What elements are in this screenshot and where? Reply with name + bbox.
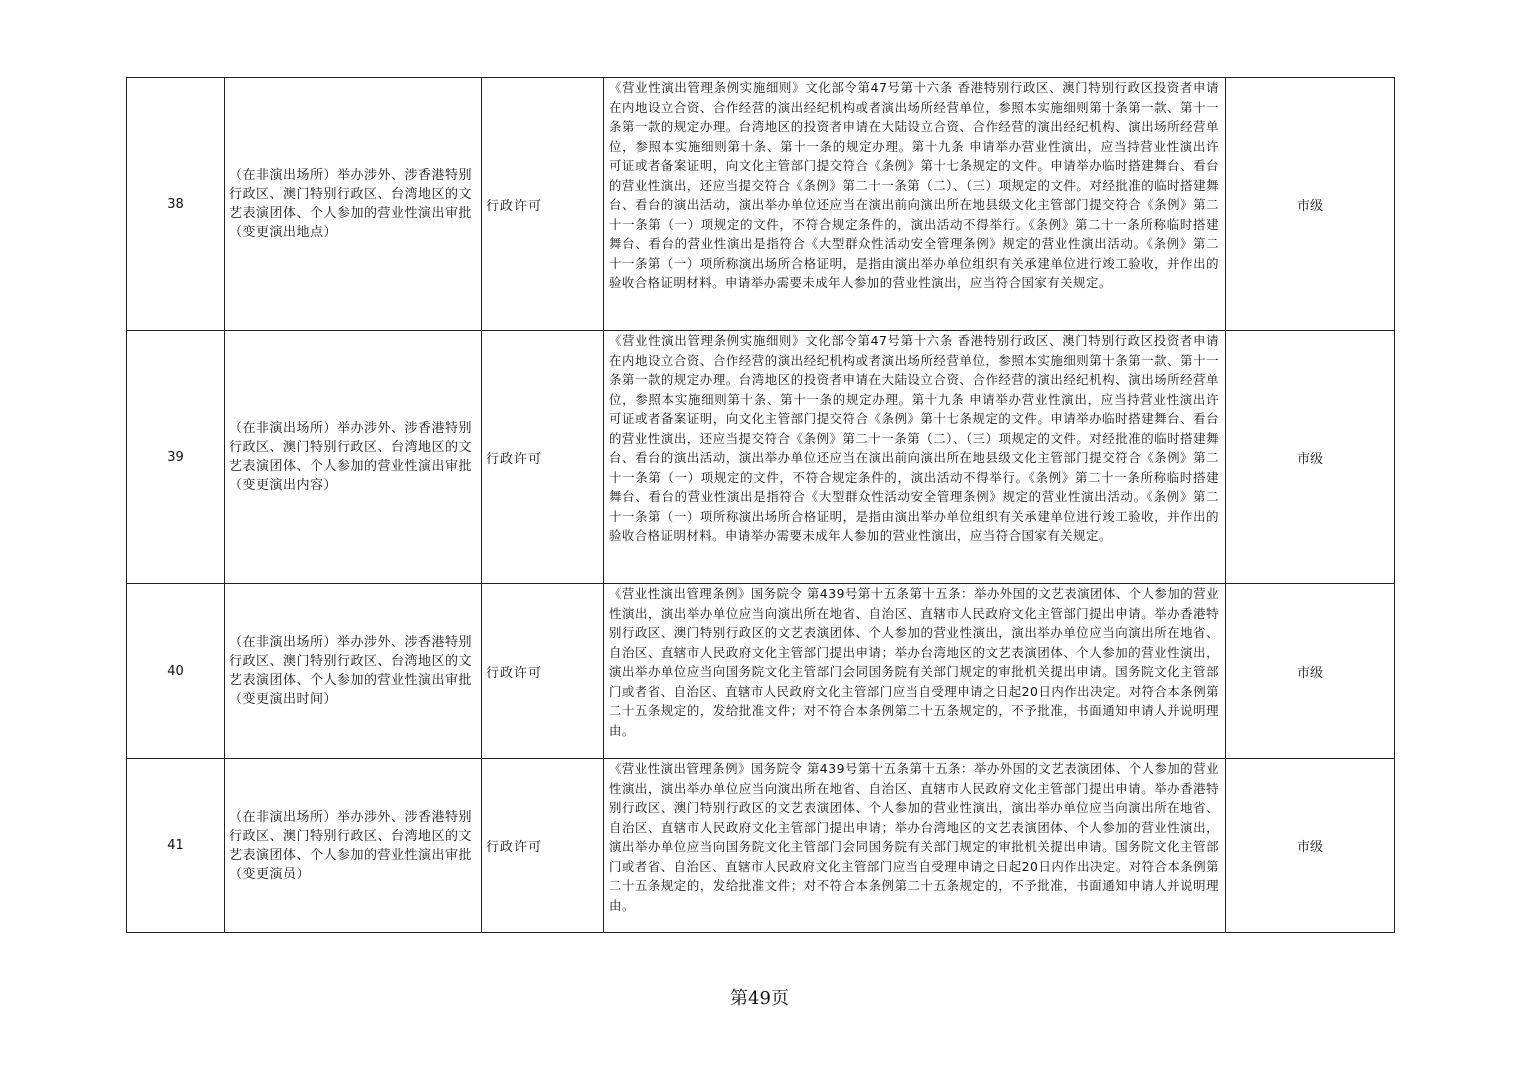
table-row: [127, 331, 1395, 584]
table-row: [127, 759, 1395, 933]
item-type: 行政许可: [486, 840, 543, 855]
table-row: [127, 584, 1395, 759]
admin-level: 市级: [1226, 584, 1395, 759]
legal-basis-text: 《营业性演出管理条例》国务院令 第439号第十五条第十五条：举办外国的文艺表演团体、个人参加的营业性演出，演出举办单位应当向演出所在地省、自治区、直辖市人民政府文化主管部门提出申请。举办香港特别行政区、澳门特别行政区的文艺表演团体、个人参加的营业性演出，演出举办单位应当向演出所在地省、自治区、直辖市人民政府文化主管部门提出申请；举办台湾地区的文艺表演团体、个人参加的营业性演出，演出举办单位应当向国务院文化主管部门会同国务院有关部门规定的审批机关提出申请。国务院文化主管部门或者省、自治区、直辖市人民政府文化主管部门应当自受理申请之日起20日内作出决定。对符合本条例第二十五条规定的，发给批准文件；对不符合本条例第二十五条规定的，不予批准，书面通知申请人并说明理由。: [609, 761, 1219, 913]
item-type-cell: [482, 584, 604, 759]
item-name: （在非演出场所）举办涉外、涉香港特别行政区、澳门特别行政区、台湾地区的文艺表演团体、个人参加的营业性演出审批（变更演出时间）: [229, 635, 473, 707]
table-row: [127, 78, 1395, 331]
legal-basis-cell: [604, 78, 1226, 331]
item-type-cell: [482, 331, 604, 584]
row-number: 40: [127, 584, 225, 759]
item-type-cell: [482, 759, 604, 933]
row-number: 41: [127, 759, 225, 933]
page-number: 第49页: [730, 988, 789, 1009]
item-name-cell: [225, 584, 482, 759]
legal-basis-cell: [604, 759, 1226, 933]
admin-level: 市级: [1226, 331, 1395, 584]
admin-level: 市级: [1226, 78, 1395, 331]
item-type: 行政许可: [486, 665, 543, 681]
legal-basis-text: 《营业性演出管理条例实施细则》文化部令第47号第十六条 香港特别行政区、澳门特别行政区投资者申请在内地设立合资、合作经营的演出经纪机构或者演出场所经营单位，参照本实施细则第十条第一款、第十一条第一款的规定办理。台湾地区的投资者申请在大陆设立合资、合作经营的演出经纪机构、演出场所经营单位，参照本实施细则第十条、第十一条的规定办理。第十九条 申请举办营业性演出，应当持营业性演出许可证或者备案证明，向文化主管部门提交符合《条例》第十七条规定的文件。申请举办临时搭建舞台、看台的营业性演出，还应当提交符合《条例》第二十一条第（二）、（三）项规定的文件。对经批准的临时搭建舞台、看台的演出活动，演出举办单位还应当在演出前向演出所在地县级文化主管部门提交符合《条例》第二十一条第（一）项规定的文件，不符合规定条件的，演出活动不得举行。《条例》第二十一条所称临时搭建舞台、看台的营业性演出是指符合《大型群众性活动安全管理条例》规定的营业性演出活动。《条例》第二十一条第（一）项所称演出场所合格证明，是指由演出举办单位组织有关承建单位进行竣工验收，并作出的验收合格证明材料。申请举办需要未成年人参加的营业性演出，应当符合国家有关规定。: [609, 333, 1219, 543]
item-type: 行政许可: [486, 451, 543, 467]
item-table: [126, 77, 1395, 933]
item-type-cell: [482, 78, 604, 331]
item-name-cell: [225, 331, 482, 584]
item-name-cell: [225, 78, 482, 331]
row-number: 38: [127, 78, 225, 331]
item-name: （在非演出场所）举办涉外、涉香港特别行政区、澳门特别行政区、台湾地区的文艺表演团体、个人参加的营业性演出审批（变更演出地点）: [229, 168, 473, 240]
item-type: 行政许可: [486, 198, 543, 214]
legal-basis-cell: [604, 584, 1226, 759]
item-name-cell: [225, 759, 482, 933]
legal-basis-text: 《营业性演出管理条例实施细则》文化部令第47号第十六条 香港特别行政区、澳门特别行政区投资者申请在内地设立合资、合作经营的演出经纪机构或者演出场所经营单位，参照本实施细则第十条第一款、第十一条第一款的规定办理。台湾地区的投资者申请在大陆设立合资、合作经营的演出经纪机构、演出场所经营单位，参照本实施细则第十条、第十一条的规定办理。第十九条 申请举办营业性演出，应当持营业性演出许可证或者备案证明，向文化主管部门提交符合《条例》第十七条规定的文件。申请举办临时搭建舞台、看台的营业性演出，还应当提交符合《条例》第二十一条第（二）、（三）项规定的文件。对经批准的临时搭建舞台、看台的演出活动，演出举办单位还应当在演出前向演出所在地县级文化主管部门提交符合《条例》第二十一条第（一）项规定的文件，不符合规定条件的，演出活动不得举行。《条例》第二十一条所称临时搭建舞台、看台的营业性演出是指符合《大型群众性活动安全管理条例》规定的营业性演出活动。《条例》第二十一条第（一）项所称演出场所合格证明，是指由演出举办单位组织有关承建单位进行竣工验收，并作出的验收合格证明材料。申请举办需要未成年人参加的营业性演出，应当符合国家有关规定。: [609, 80, 1219, 290]
item-name: （在非演出场所）举办涉外、涉香港特别行政区、澳门特别行政区、台湾地区的文艺表演团体、个人参加的营业性演出审批（变更演出内容）: [229, 421, 473, 493]
legal-basis-cell: [604, 331, 1226, 584]
row-number: 39: [127, 331, 225, 584]
item-name: （在非演出场所）举办涉外、涉香港特别行政区、澳门特别行政区、台湾地区的文艺表演团体、个人参加的营业性演出审批（变更演员）: [229, 809, 473, 882]
admin-level: 市级: [1226, 759, 1395, 933]
legal-basis-text: 《营业性演出管理条例》国务院令 第439号第十五条第十五条：举办外国的文艺表演团体、个人参加的营业性演出，演出举办单位应当向演出所在地省、自治区、直辖市人民政府文化主管部门提出申请。举办香港特别行政区、澳门特别行政区的文艺表演团体、个人参加的营业性演出，演出举办单位应当向演出所在地省、自治区、直辖市人民政府文化主管部门提出申请；举办台湾地区的文艺表演团体、个人参加的营业性演出，演出举办单位应当向国务院文化主管部门会同国务院有关部门规定的审批机关提出申请。国务院文化主管部门或者省、自治区、直辖市人民政府文化主管部门应当自受理申请之日起20日内作出决定。对符合本条例第二十五条规定的，发给批准文件；对不符合本条例第二十五条规定的，不予批准，书面通知申请人并说明理由。: [609, 586, 1219, 738]
